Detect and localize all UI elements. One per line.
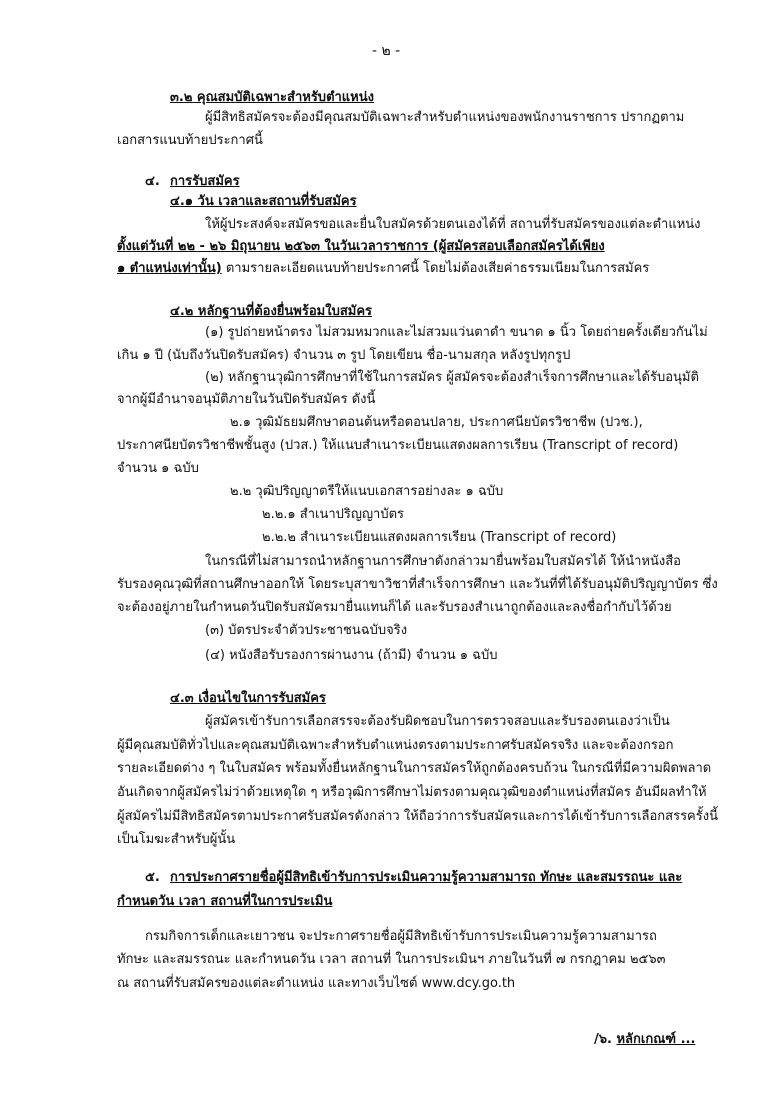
section-4-2-item: (๔) หนังสือรับรองการผ่านงาน (ถ้ามี) จำนวน ๑ ฉบับ xyxy=(205,648,498,663)
section-4-2-item: (๑) รูปถ่ายหน้าตรง ไม่สวมหมวกและไม่สวมแว่นตาดำ ขนาด ๑ นิ้ว โดยถ่ายครั้งเดียวกันไม่ xyxy=(205,325,708,340)
section-4-2-item: (๓) บัตรประจำตัวประชาชนฉบับจริง xyxy=(205,623,408,638)
section-4-2-note: จะต้องอยู่ภายในกำหนดวันปิดรับสมัครมายื่นแทนก็ได้ และรับรองสำเนาถูกต้องและลงชื่อกำกับไว้ด้วย xyxy=(117,600,672,615)
section-5-line: กรมกิจการเด็กและเยาวชน จะประกาศรายชื่อผู้มีสิทธิเข้ารับการประเมินความรู้ความสามารถ xyxy=(145,929,657,944)
section-5-line: ณ สถานที่รับสมัครของแต่ละตำแหน่ง และทางเว็บไซต์ www.dcy.go.th xyxy=(117,976,516,991)
next-page-continuation xyxy=(594,1031,695,1049)
continuation-slash: /๖. xyxy=(594,1032,617,1047)
section-4-2-heading: ๔.๒ หลักฐานที่ต้องยื่นพร้อมใบสมัคร xyxy=(170,304,373,319)
section-4-3-line: ผู้สมัครไม่มีสิทธิสมัครตามประกาศรับสมัครดังกล่าว ให้ถือว่าการรับสมัครและการได้เข้ารับการเลือกสรรครั้งนี้ xyxy=(117,809,718,824)
section-4-2-subitem: ประกาศนียบัตรวิชาชีพชั้นสูง (ปวส.) ให้แนบสำเนาระเบียนแสดงผลการเรียน (Transcript of record) xyxy=(117,438,679,453)
section-4-heading: การรับสมัคร xyxy=(170,174,240,189)
section-4-3-line: อันเกิดจากผู้สมัครไม่ว่าด้วยเหตุใด ๆ หรือวุฒิการศึกษาไม่ตรงตามคุณวุฒิของตำแหน่งที่สมัคร อันมีผลทำให้ xyxy=(117,785,707,800)
section-4-1-line: ให้ผู้ประสงค์จะสมัครขอและยื่นใบสมัครด้วยตนเองได้ที่ สถานที่รับสมัครของแต่ละตำแหน่ง xyxy=(205,217,701,232)
section-3-2-line: เอกสารแนบท้ายประกาศนี้ xyxy=(117,133,263,148)
section-4-2-subitem: จำนวน ๑ ฉบับ xyxy=(117,461,199,476)
section-4-1-limit: ๑ ตำแหน่งเท่านั้น) xyxy=(117,261,222,276)
section-3-2-heading: ๓.๒ คุณสมบัติเฉพาะสำหรับตำแหน่ง xyxy=(170,90,374,105)
section-4-3-line: เป็นโมฆะสำหรับผู้นั้น xyxy=(117,832,236,847)
section-5-number: ๕. xyxy=(145,870,160,885)
section-5-line: ทักษะ และสมรรถนะ และกำหนดวัน เวลา สถานที่ ในการประเมินฯ ภายในวันที่ ๗ กรกฎาคม ๒๕๖๓ xyxy=(117,952,666,967)
section-4-2-note: รับรองคุณวุฒิที่สถานศึกษาออกให้ โดยระบุสาขาวิชาที่สำเร็จการศึกษา และวันที่ที่ได้รับอนุมัติปริญญาบัตร ซึ่ง xyxy=(117,577,718,592)
section-3-2-line: ผู้มีสิทธิสมัครจะต้องมีคุณสมบัติเฉพาะสำหรับตำแหน่งของพนักงานราชการ ปรากฏตาม xyxy=(205,110,685,125)
section-4-2-subitem: ๒.๒.๒ สำเนาระเบียนแสดงผลการเรียน (Transcript of record) xyxy=(262,530,617,545)
section-4-3-line: ผู้มีคุณสมบัติทั่วไปและคุณสมบัติเฉพาะสำหรับตำแหน่งตรงตามประกาศรับสมัครจริง และจะต้องกรอก xyxy=(117,738,674,753)
section-4-1-heading: ๔.๑ วัน เวลาและสถานที่รับสมัคร xyxy=(170,194,357,209)
section-4-2-subitem: ๒.๒ วุฒิปริญญาตรีให้แนบเอกสารอย่างละ ๑ ฉบับ xyxy=(230,484,504,499)
continuation-label: หลักเกณฑ์ ... xyxy=(616,1032,696,1047)
section-4-2-item: จากผู้มีอำนาจอนุมัติภายในวันปิดรับสมัคร ดังนี้ xyxy=(117,392,376,407)
section-4-number: ๔. xyxy=(145,174,160,189)
section-4-3-heading: ๔.๓ เงื่อนไขในการรับสมัคร xyxy=(170,691,326,706)
section-4-1-line-rest: ตามรายละเอียดแนบท้ายประกาศนี้ โดยไม่ต้องเสียค่าธรรมเนียมในการสมัคร xyxy=(221,261,650,276)
section-4-2-note: ในกรณีที่ไม่สามารถนำหลักฐานการศึกษาดังกล่าวมายื่นพร้อมใบสมัครได้ ให้นำหนังสือ xyxy=(205,554,681,569)
section-4-1-line xyxy=(117,260,649,278)
section-4-1-dates: ตั้งแต่วันที่ ๒๒ - ๒๖ มิถุนายน ๒๕๖๓ ในวันเวลาราชการ (ผู้สมัครสอบเลือกสมัครได้เพียง xyxy=(117,239,605,254)
section-5-heading: การประกาศรายชื่อผู้มีสิทธิเข้ารับการประเมินความรู้ความสามารถ ทักษะ และสมรรถนะ และ xyxy=(170,870,683,885)
section-5-heading: กำหนดวัน เวลา สถานที่ในการประเมิน xyxy=(117,894,333,909)
page-number: - ๒ - xyxy=(372,43,401,59)
section-4-2-subitem: ๒.๒.๑ สำเนาปริญญาบัตร xyxy=(262,507,405,522)
section-4-3-line: ผู้สมัครเข้ารับการเลือกสรรจะต้องรับผิดชอบในการตรวจสอบและรับรองตนเองว่าเป็น xyxy=(205,714,670,729)
section-4-3-line: รายละเอียดต่าง ๆ ในใบสมัคร พร้อมทั้งยื่นหลักฐานในการสมัครให้ถูกต้องครบถ้วน ในกรณีที่มีความผิดพลาด xyxy=(117,761,712,776)
section-4-2-item: เกิน ๑ ปี (นับถึงวันปิดรับสมัคร) จำนวน ๓ รูป โดยเขียน ชื่อ-นามสกุล หลังรูปทุกรูป xyxy=(117,348,571,363)
section-4-2-item: (๒) หลักฐานวุฒิการศึกษาที่ใช้ในการสมัคร ผู้สมัครจะต้องสำเร็จการศึกษาและได้รับอนุมัติ xyxy=(205,370,699,385)
section-4-2-subitem: ๒.๑ วุฒิมัธยมศึกษาตอนต้นหรือตอนปลาย, ประกาศนียบัตรวิชาชีพ (ปวช.), xyxy=(230,415,643,430)
